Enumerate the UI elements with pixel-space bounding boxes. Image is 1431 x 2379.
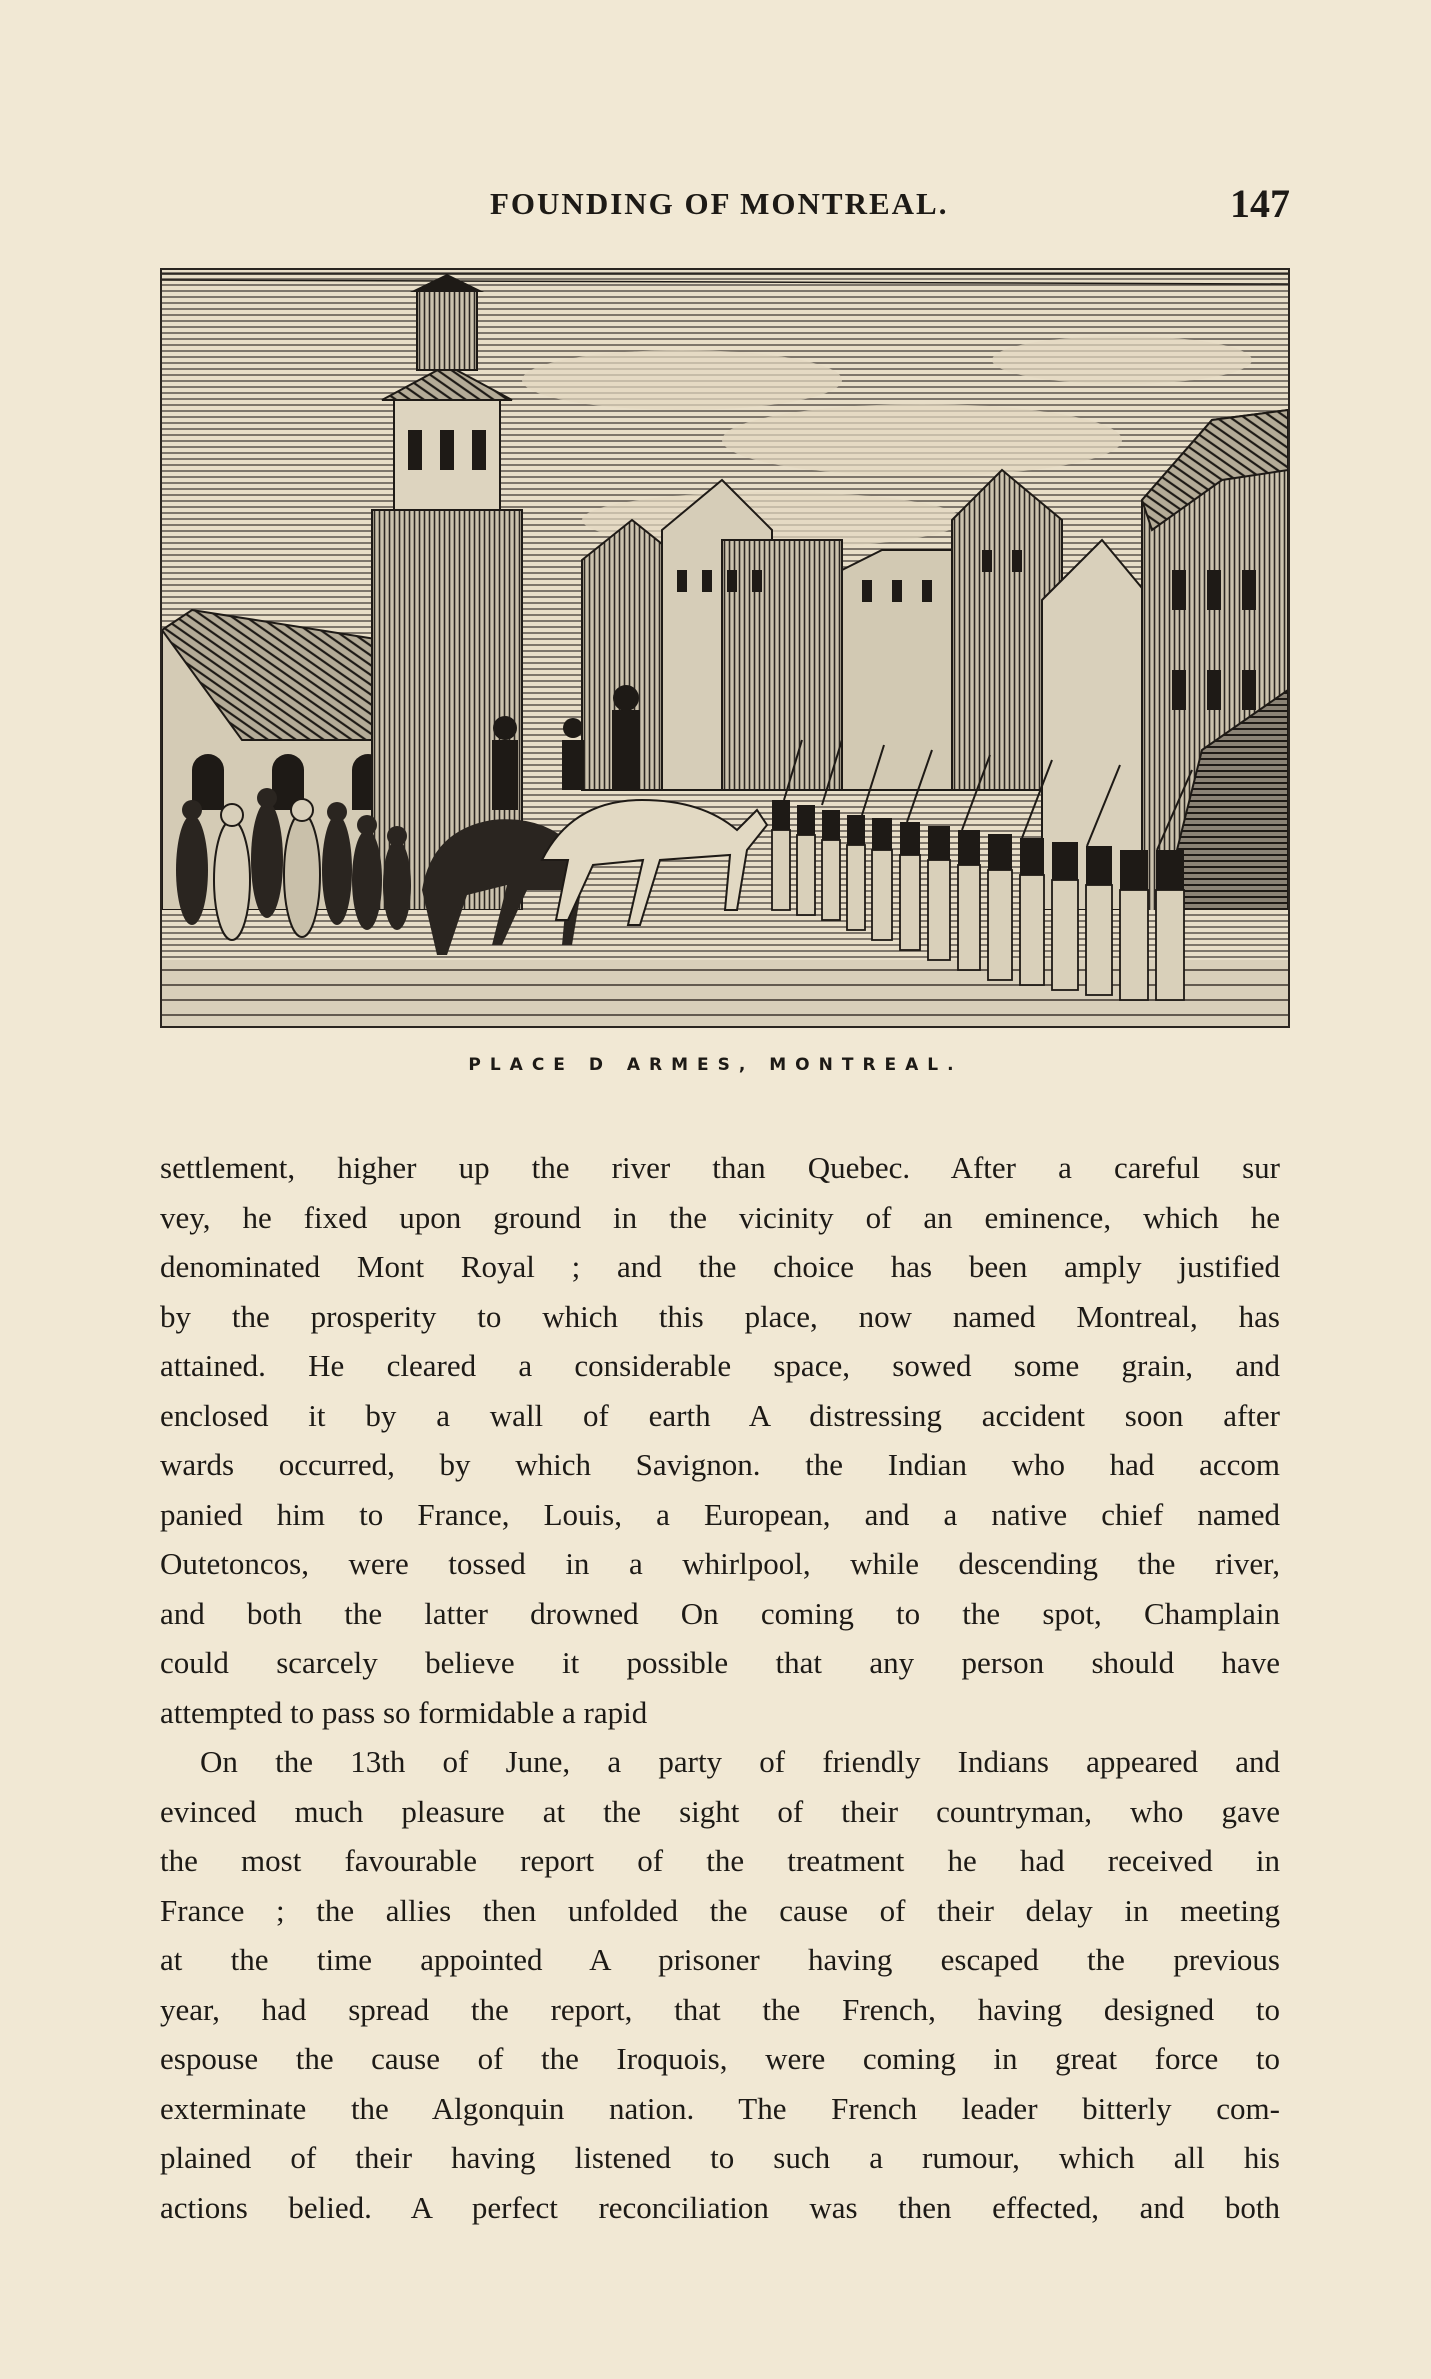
engraving-plate [160, 268, 1290, 1028]
text-line: settlement, higher up the river than Quebec. After a careful sur [160, 1150, 1280, 1185]
text-line: wards occurred, by which Savignon. the Indian who had accom [160, 1447, 1280, 1482]
text-line: by the prosperity to which this place, now named Montreal, has [160, 1298, 1280, 1334]
body-text [160, 1143, 1280, 2232]
text-line: enclosed it by a wall of earth A distressing accident soon after [160, 1397, 1280, 1433]
text-line: year, had spread the report, that the French, having designed to [160, 1991, 1280, 2027]
text-line: espouse the cause of the Iroquois, were coming in great force to [160, 2041, 1280, 2076]
text-line: plained of their having listened to such a rumour, which all his [160, 2140, 1280, 2175]
text-line: attained. He cleared a considerable space, sowed some grain, and [160, 1348, 1280, 1383]
text-line: panied him to France, Louis, a European, and a native chief named [160, 1496, 1280, 1532]
text-line: Outetoncos, were tossed in a whirlpool, while descending the river, [160, 1546, 1280, 1581]
page-number: 147 [1230, 181, 1290, 226]
text-line: at the time appointed A prisoner having escaped the previous [160, 1942, 1280, 1977]
text-line: exterminate the Algonquin nation. The French leader bitterly com- [160, 2090, 1280, 2126]
text-line: actions belied. A perfect reconciliation was then effected, and both [160, 2189, 1280, 2225]
running-title: FOUNDING OF MONTREAL. [490, 186, 949, 221]
plate-caption: PLACE D ARMES, MONTREAL. [468, 1055, 963, 1075]
text-line: attempted to pass so formidable a rapid [160, 1694, 648, 1730]
text-line: and both the latter drowned On coming to the spot, Champlain [160, 1595, 1280, 1631]
text-line: could scarcely believe it possible that any person should have [160, 1645, 1280, 1680]
text-line: vey, he fixed upon ground in the vicinity of an eminence, which he [160, 1199, 1280, 1235]
running-head [160, 178, 1290, 238]
text-line: On the 13th of June, a party of friendly Indians appeared and [200, 1744, 1280, 1779]
text-line: France ; the allies then unfolded the cause of their delay in meeting [160, 1892, 1280, 1928]
text-line: the most favourable report of the treatment he had received in [160, 1843, 1280, 1878]
text-line: denominated Mont Royal ; and the choice has been amply justified [160, 1249, 1280, 1284]
text-line: evinced much pleasure at the sight of their countryman, who gave [160, 1793, 1280, 1829]
